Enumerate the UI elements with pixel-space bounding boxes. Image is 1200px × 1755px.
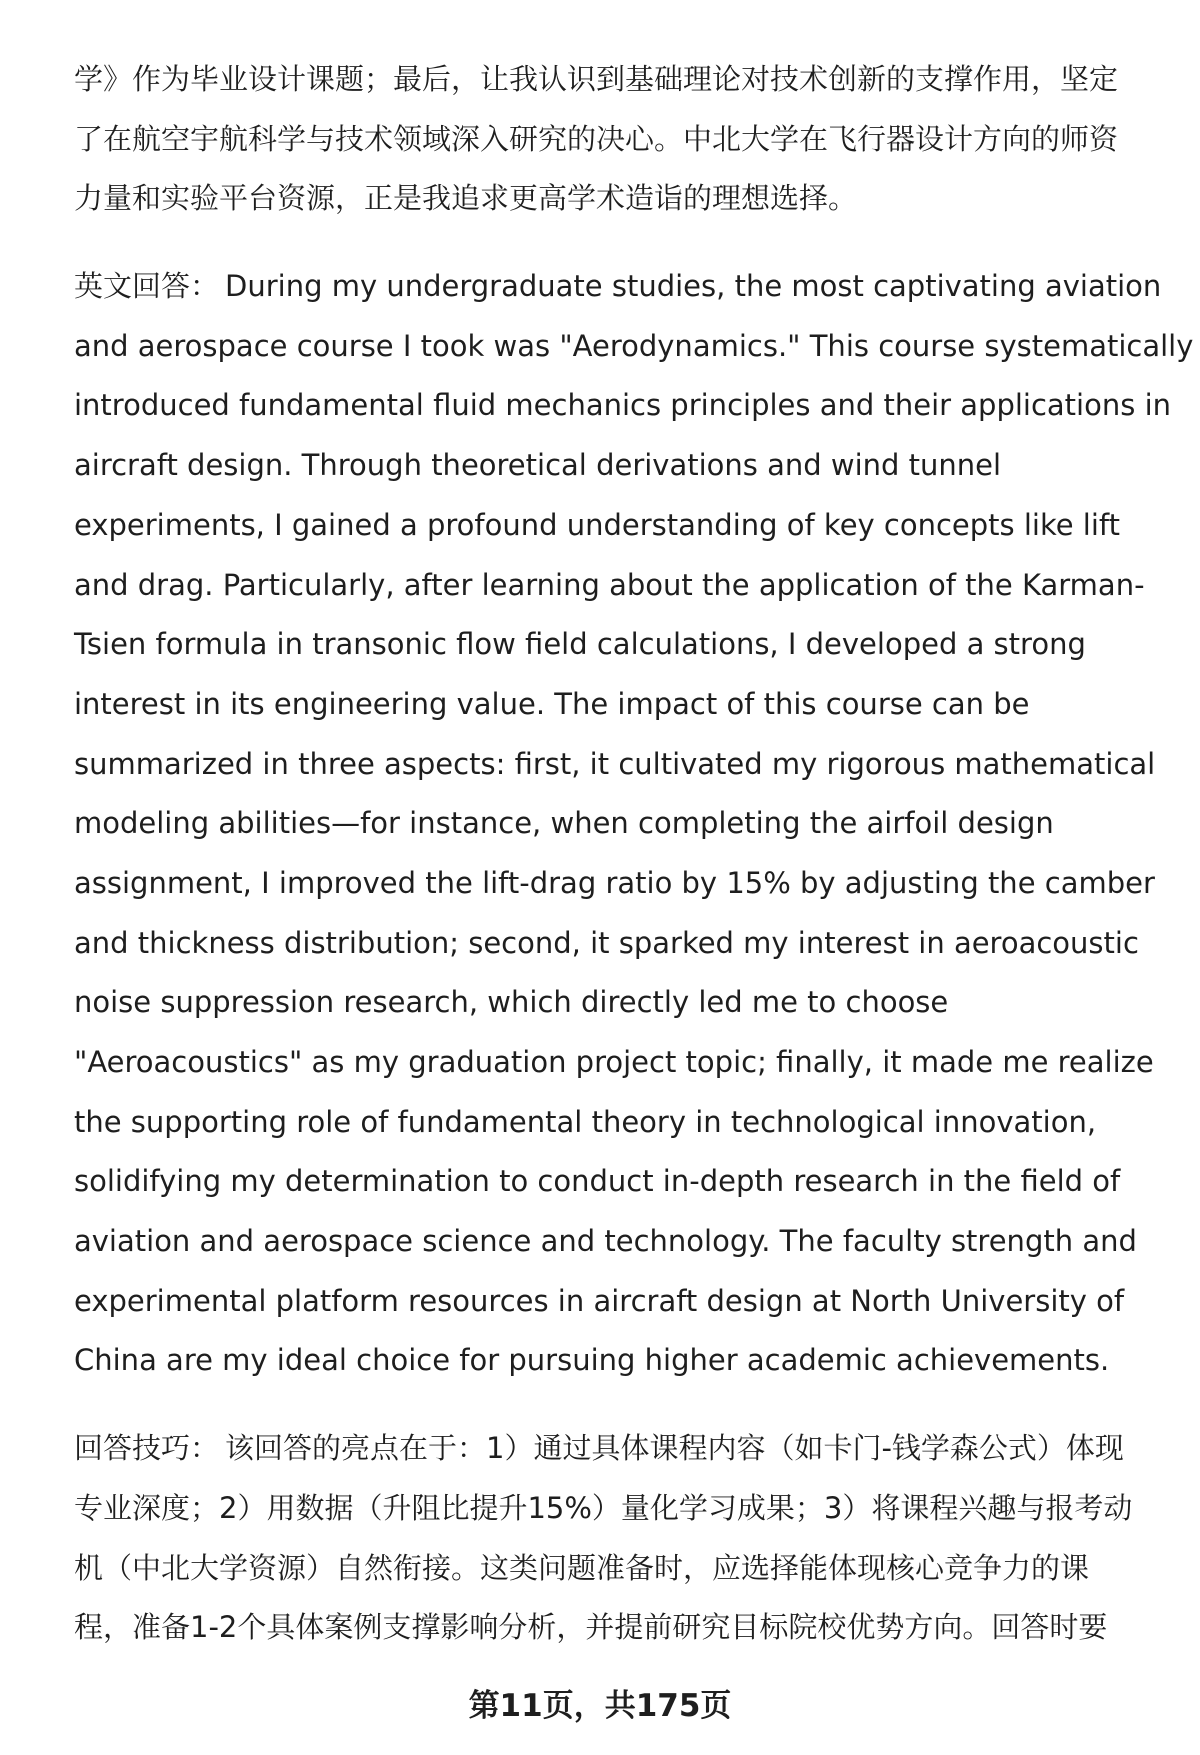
text-line: 专业深度；2）用数据（升阻比提升15%）量化学习成果；3）将课程兴趣与报考动 — [74, 1490, 1133, 1525]
text-line: 学》作为毕业设计课题；最后，让我认识到基础理论对技术创新的支撑作用，坚定 — [74, 62, 1119, 96]
paragraph-answer-tips — [74, 1419, 1164, 1658]
page-number: 第11页，共175页 — [468, 1688, 732, 1724]
text-line-content: During my undergraduate studies, the most captivating aviation — [225, 269, 1162, 304]
text-line — [74, 257, 1164, 317]
text-line: 了在航空宇航科学与技术领域深入研究的决心。中北大学在飞行器设计方向的师资 — [74, 121, 1119, 156]
document-body — [74, 50, 1194, 1658]
text-line: and drag. Particularly, after learning about the application of the Karman- — [74, 567, 1145, 602]
text-line: 力量和实验平台资源，正是我追求更高学术造诣的理想选择。 — [74, 181, 858, 216]
paragraph-label: 回答技巧： — [74, 1431, 220, 1466]
text-line: 机（中北大学资源）自然衔接。这类问题准备时，应选择能体现核心竞争力的课 — [74, 1550, 1090, 1585]
text-line: experimental platform resources in aircraft design at North University of — [74, 1283, 1125, 1318]
text-line: noise suppression research, which directly led me to choose — [74, 985, 949, 1020]
text-line: interest in its engineering value. The impact of this course can be — [74, 686, 1030, 721]
text-line: 程，准备1-2个具体案例支撑影响分析，并提前研究目标院校优势方向。回答时要 — [74, 1610, 1108, 1645]
text-line: experiments, I gained a profound understanding of key concepts like lift — [74, 507, 1120, 542]
text-line: introduced fundamental fluid mechanics principles and their applications in — [74, 388, 1172, 423]
text-line: solidifying my determination to conduct in-depth research in the field of — [74, 1164, 1121, 1199]
paragraph-label: 英文回答： — [74, 269, 220, 304]
text-line: aviation and aerospace science and technology. The faculty strength and — [74, 1224, 1137, 1259]
paragraph-chinese-answer-end — [74, 50, 1164, 229]
text-line-content: 该回答的亮点在于：1）通过具体课程内容（如卡门-钱学森公式）体现 — [225, 1431, 1124, 1466]
paragraph-english-answer — [74, 257, 1194, 1391]
text-line: aircraft design. Through theoretical derivations and wind tunnel — [74, 448, 1002, 483]
text-line: summarized in three aspects: first, it cultivated my rigorous mathematical — [74, 746, 1156, 781]
text-line: and aerospace course I took was "Aerodynamics." This course systematically — [74, 328, 1194, 363]
text-line: assignment, I improved the lift-drag ratio by 15% by adjusting the camber — [74, 865, 1155, 900]
text-line: modeling abilities—for instance, when completing the airfoil design — [74, 806, 1054, 841]
text-line — [74, 1419, 1164, 1479]
text-line: "Aeroacoustics" as my graduation project topic; finally, it made me realize — [74, 1045, 1154, 1079]
text-line: Tsien formula in transonic flow field calculations, I developed a strong — [74, 627, 1086, 662]
text-line: the supporting role of fundamental theory in technological innovation, — [74, 1104, 1097, 1139]
text-line: and thickness distribution; second, it sparked my interest in aeroacoustic — [74, 925, 1139, 960]
text-line: China are my ideal choice for pursuing higher academic achievements. — [74, 1343, 1110, 1378]
